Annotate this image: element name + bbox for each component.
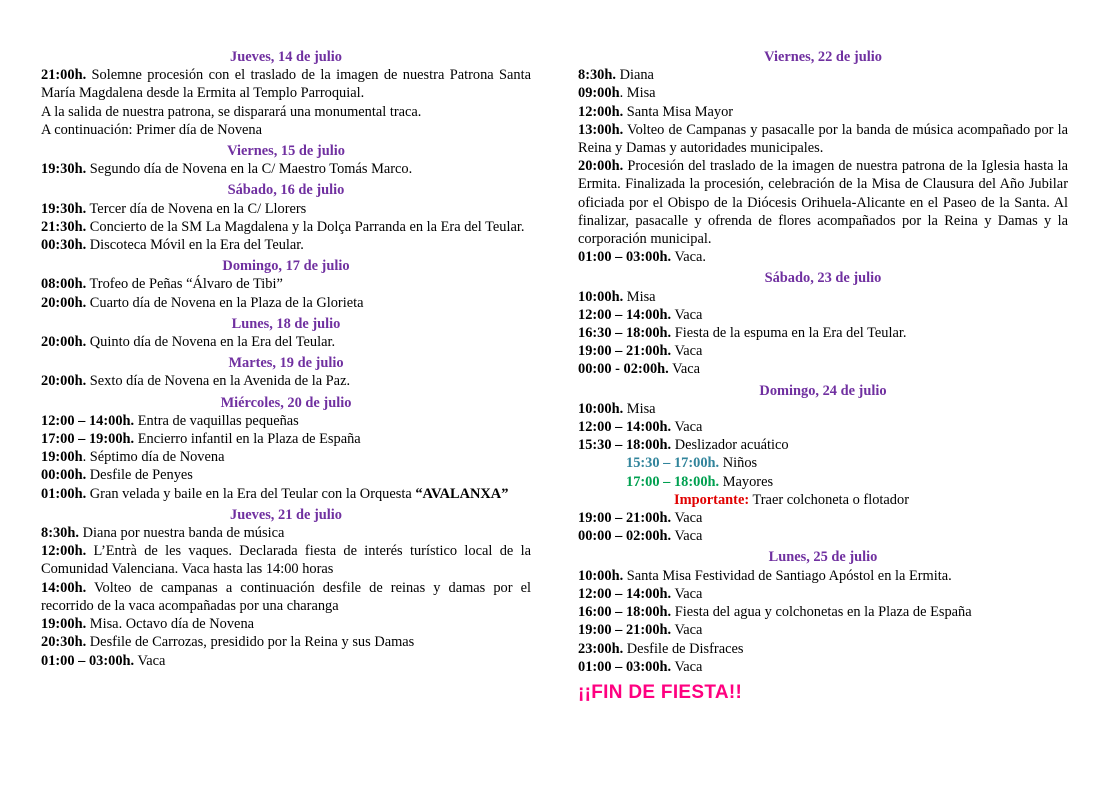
day-title: Jueves, 14 de julio: [230, 49, 342, 65]
event-description: Vaca: [668, 361, 701, 378]
event-item: [41, 466, 531, 484]
event-item: [578, 418, 1068, 436]
day-section: [41, 257, 531, 312]
event-time: 01:00 – 03:00h.: [578, 658, 672, 675]
event-time: 00:00h.: [41, 467, 87, 484]
event-time: 00:00 - 02:00h.: [578, 361, 669, 378]
event-item: [578, 454, 1068, 472]
event-item: [41, 218, 531, 236]
event-time: 19:00 – 21:00h.: [578, 622, 672, 639]
event-item: [41, 485, 531, 503]
event-description: Fiesta de la espuma en la Era del Teular.: [671, 325, 907, 342]
event-description: . Séptimo día de Novena: [82, 449, 225, 466]
note-label: Importante:: [674, 491, 750, 508]
day-section: [41, 142, 531, 178]
day-title: Martes, 19 de julio: [228, 355, 344, 372]
event-time: 10:00h.: [578, 567, 624, 584]
event-item: [578, 640, 1068, 658]
event-time: 12:00 – 14:00h.: [578, 585, 672, 602]
program-column-left: [41, 48, 531, 672]
event-description: Santa Misa Mayor: [623, 103, 734, 120]
event-item: [41, 121, 531, 139]
note-item: [578, 491, 1068, 509]
event-description: Vaca.: [671, 249, 707, 266]
event-description: Vaca: [671, 419, 703, 436]
event-time: 01:00h.: [41, 485, 87, 502]
event-item: [578, 527, 1068, 545]
event-time: 17:00 – 19:00h.: [41, 431, 135, 448]
day-section: [41, 315, 531, 351]
event-description: Quinto día de Novena en la Era del Teular.: [86, 334, 336, 351]
event-description: Entra de vaquillas pequeñas: [134, 412, 299, 429]
event-description: Solemne procesión con el traslado de la imagen de nuestra Patrona Santa María Magdalena desde la Ermita al Templo Parroquial.: [41, 67, 531, 102]
event-time: 17:00 – 18:00h.: [626, 473, 720, 490]
event-time: 00:00 – 02:00h.: [578, 528, 672, 545]
day-title: Sábado, 23 de julio: [764, 270, 882, 287]
event-description: Misa. Octavo día de Novena: [86, 616, 255, 633]
day-section: [578, 269, 1068, 378]
event-item: [41, 579, 531, 615]
event-item: [41, 236, 531, 254]
event-description: A continuación: Primer día de Novena: [41, 121, 262, 138]
day-section: [41, 354, 531, 390]
event-item: [578, 324, 1068, 342]
event-item: [578, 66, 1068, 84]
event-time: 8:30h.: [41, 525, 79, 542]
event-description: Vaca: [671, 343, 703, 360]
event-time: 01:00 – 03:00h.: [578, 249, 672, 266]
event-time: 09:00h: [578, 85, 620, 102]
event-item: [578, 360, 1068, 378]
day-section: [41, 48, 531, 139]
event-description: Vaca: [671, 510, 703, 527]
day-section: [41, 181, 531, 254]
event-time: 14:00h.: [41, 579, 87, 596]
event-description: Vaca: [671, 585, 703, 602]
event-description: Vaca: [671, 658, 703, 675]
event-item: [578, 621, 1068, 639]
event-time: 19:00 – 21:00h.: [578, 343, 672, 360]
event-item: [578, 473, 1068, 491]
event-time: 19:00h.: [41, 616, 87, 633]
event-time: 23:00h.: [578, 640, 624, 657]
event-item: [41, 652, 531, 670]
event-item: [578, 509, 1068, 527]
day-section: [41, 506, 531, 670]
event-description: Segundo día de Novena en la C/ Maestro Tomás Marco.: [86, 161, 413, 178]
event-item: [578, 306, 1068, 324]
event-time: 19:30h.: [41, 200, 87, 217]
event-description: Procesión del traslado de la imagen de nuestra patrona de la Iglesia hasta la Ermita. Finalizada la procesión, celebración de la Misa de Clausura del Año Jubilar oficiada por el Obispo de la Diócesis Orihuela-Alicante en el Paseo de la Santa. Al finalizar, pasacalle y ofrenda de flores acompañados por la Reina y Damas y la corporación municipal.: [578, 158, 1068, 248]
event-time: 19:00 – 21:00h.: [578, 510, 672, 527]
event-description: L’Entrà de les vaques. Declarada fiesta de interés turístico local de la Comunidad Valenciana. Vaca hasta las 14:00 horas: [41, 543, 531, 578]
event-item: [41, 372, 531, 390]
event-item: [578, 400, 1068, 418]
event-time: 20:00h.: [41, 294, 87, 311]
event-item: [578, 157, 1068, 248]
event-description: Vaca: [671, 306, 703, 323]
event-item: [578, 567, 1068, 585]
event-description: Cuarto día de Novena en la Plaza de la Glorieta: [86, 294, 364, 311]
event-time: 08:00h.: [41, 276, 87, 293]
event-description: Gran velada y baile en la Era del Teular con la Orquesta: [86, 485, 416, 502]
closing-banner: ¡¡FIN DE FIESTA!!: [578, 681, 743, 703]
event-time: 19:30h.: [41, 161, 87, 178]
event-time: 21:00h.: [41, 67, 87, 84]
event-highlight: “AVALANXA”: [415, 485, 509, 502]
event-item: [41, 294, 531, 312]
event-description: Santa Misa Festividad de Santiago Apóstol en la Ermita.: [623, 567, 952, 584]
event-item: [578, 84, 1068, 102]
event-time: 01:00 – 03:00h.: [41, 652, 135, 669]
event-description: Tercer día de Novena en la C/ Llorers: [86, 200, 307, 217]
event-item: [41, 200, 531, 218]
event-time: 12:00h.: [578, 103, 624, 120]
event-time: 12:00h.: [41, 543, 87, 560]
event-time: 8:30h.: [578, 67, 616, 84]
event-description: Misa: [623, 400, 656, 417]
day-title: Miércoles, 20 de julio: [220, 394, 352, 411]
event-time: 12:00 – 14:00h.: [578, 419, 672, 436]
event-time: 16:00 – 18:00h.: [578, 604, 672, 621]
event-item: [41, 542, 531, 578]
event-time: 16:30 – 18:00h.: [578, 325, 672, 342]
event-description: Concierto de la SM La Magdalena y la Dolça Parranda en la Era del Teular.: [86, 218, 525, 235]
event-item: [41, 103, 531, 121]
event-description: Mayores: [719, 473, 774, 490]
day-title: Domingo, 17 de julio: [222, 258, 350, 275]
event-time: 20:30h.: [41, 634, 87, 651]
event-description: Niños: [719, 455, 758, 472]
day-section: [578, 48, 1068, 266]
event-item: [41, 412, 531, 430]
event-description: Traer colchoneta o flotador: [749, 491, 909, 508]
day-title: Lunes, 25 de julio: [768, 549, 878, 566]
event-item: [41, 524, 531, 542]
event-item: [41, 160, 531, 178]
event-description: Vaca: [671, 622, 703, 639]
event-time: 10:00h.: [578, 400, 624, 417]
event-item: [578, 658, 1068, 676]
event-description: Diana: [615, 67, 654, 84]
event-time: 20:00h.: [41, 373, 87, 390]
event-time: 12:00 – 14:00h.: [578, 306, 672, 323]
day-title: Viernes, 22 de julio: [764, 49, 882, 65]
program-column-right: [578, 48, 1068, 702]
event-time: 10:00h.: [578, 288, 624, 305]
day-section: [578, 382, 1068, 546]
event-description: Encierro infantil en la Plaza de España: [134, 431, 361, 448]
event-item: [578, 103, 1068, 121]
event-item: [578, 436, 1068, 454]
event-item: [578, 248, 1068, 266]
event-time: 15:30 – 18:00h.: [578, 437, 672, 454]
event-description: Volteo de campanas a continuación desfile de reinas y damas por el recorrido de la vaca acompañadas por una charanga: [41, 579, 531, 614]
event-item: [578, 342, 1068, 360]
day-title: Lunes, 18 de julio: [231, 315, 341, 332]
event-item: [41, 66, 531, 102]
event-item: [578, 288, 1068, 306]
event-time: 20:00h.: [578, 158, 624, 175]
event-description: Desfile de Disfraces: [623, 640, 744, 657]
day-title: Viernes, 15 de julio: [227, 143, 345, 160]
event-description: A la salida de nuestra patrona, se disparará una monumental traca.: [41, 103, 422, 120]
event-description: Desfile de Penyes: [86, 467, 193, 484]
event-item: [41, 275, 531, 293]
event-description: Desfile de Carrozas, presidido por la Reina y sus Damas: [86, 634, 415, 651]
event-time: 13:00h.: [578, 121, 624, 138]
event-description: Deslizador acuático: [671, 437, 789, 454]
event-item: [578, 585, 1068, 603]
event-description: Misa: [623, 288, 656, 305]
event-item: [41, 615, 531, 633]
day-section: [41, 394, 531, 503]
event-description: Volteo de Campanas y pasacalle por la banda de música acompañado por la Reina y Damas y autoridades municipales.: [578, 121, 1068, 157]
event-item: [578, 121, 1068, 157]
event-time: 21:30h.: [41, 218, 87, 235]
event-time: 12:00 – 14:00h.: [41, 412, 135, 429]
event-description: . Misa: [619, 85, 656, 102]
day-title: Jueves, 21 de julio: [230, 506, 342, 523]
event-item: [578, 603, 1068, 621]
event-description: Vaca: [671, 528, 703, 545]
event-item: [41, 430, 531, 448]
event-description: Vaca: [134, 652, 166, 669]
event-description: Fiesta del agua y colchonetas en la Plaza de España: [671, 604, 972, 621]
event-time: 20:00h.: [41, 334, 87, 351]
event-description: Diana por nuestra banda de música: [78, 525, 285, 542]
event-description: Sexto día de Novena en la Avenida de la Paz.: [86, 373, 351, 390]
event-time: 15:30 – 17:00h.: [626, 455, 720, 472]
event-time: 19:00h: [41, 449, 83, 466]
event-description: Discoteca Móvil en la Era del Teular.: [86, 237, 304, 254]
event-item: [41, 448, 531, 466]
day-title: Sábado, 16 de julio: [227, 182, 345, 199]
event-description: Trofeo de Peñas “Álvaro de Tibi”: [86, 276, 283, 293]
day-title: Domingo, 24 de julio: [759, 382, 887, 399]
event-item: [41, 633, 531, 651]
day-section: [578, 548, 1068, 675]
event-item: [41, 333, 531, 351]
event-time: 00:30h.: [41, 237, 87, 254]
